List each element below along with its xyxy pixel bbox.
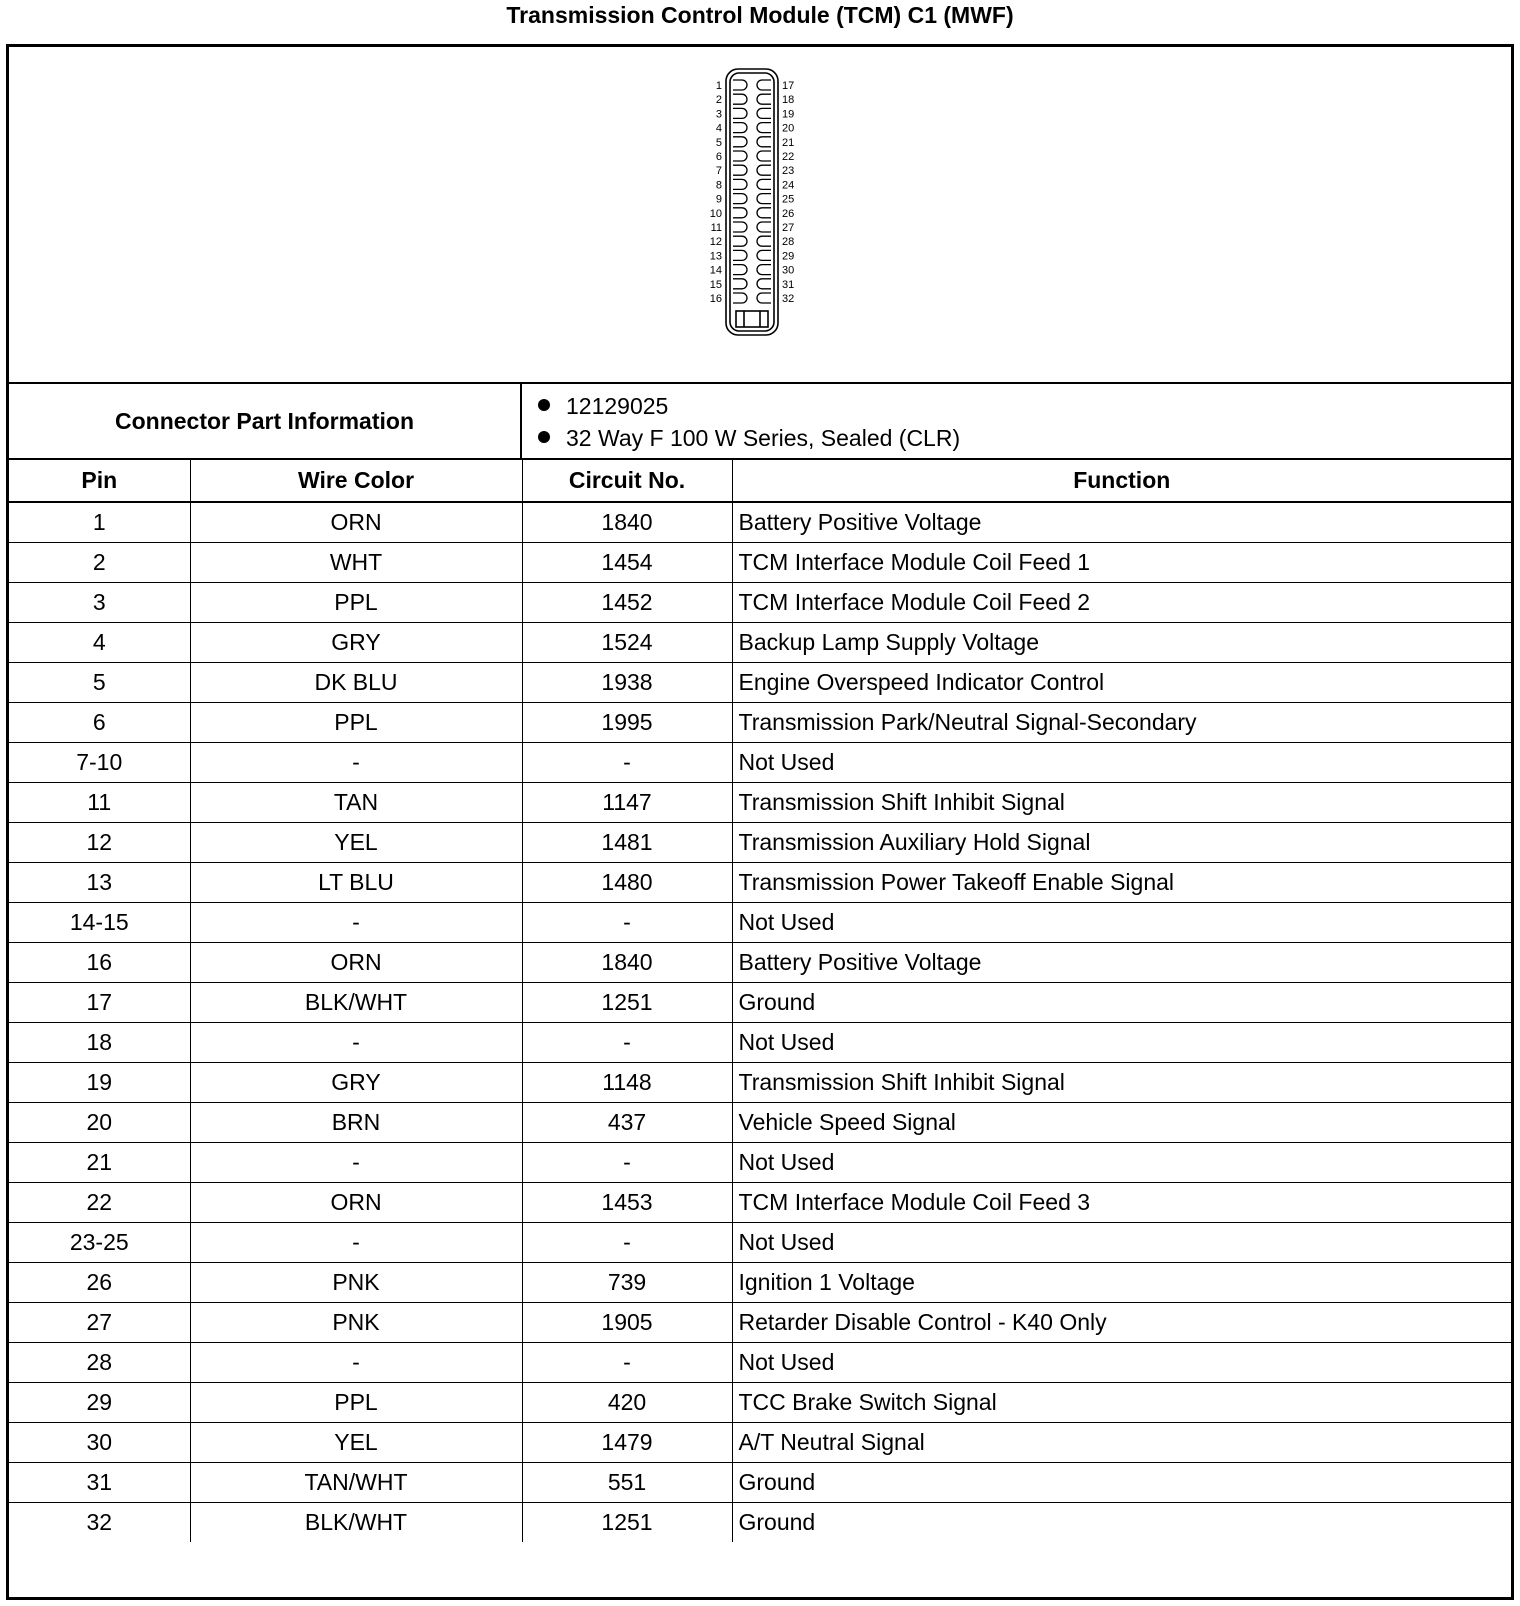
pin-cell: 17 [9,982,190,1022]
circuit-no-cell: 1905 [522,1302,732,1342]
connector-part-info-label: Connector Part Information [9,384,522,458]
function-cell: TCM Interface Module Coil Feed 2 [732,582,1511,622]
pin-cavity [757,94,771,104]
table-row [9,1502,1511,1542]
pin-label-left: 1 [715,80,722,92]
bullet-icon [538,431,550,443]
wire-color-cell: YEL [190,822,522,862]
wire-color-cell: BRN [190,1102,522,1142]
table-row [9,1342,1511,1382]
pin-cell: 21 [9,1142,190,1182]
function-cell: Not Used [732,1022,1511,1062]
circuit-no-cell: 1840 [522,502,732,542]
wire-color-cell: - [190,902,522,942]
pin-label-left: 11 [710,222,722,234]
wire-color-cell: - [190,1222,522,1262]
pin-label-right: 32 [782,293,795,305]
pin-label-right: 23 [782,165,795,178]
pin-cavity [733,137,747,147]
pin-cavity [757,293,771,303]
pin-cell: 23-25 [9,1222,190,1262]
page-title: Transmission Control Module (TCM) C1 (MWF) [506,2,1014,28]
pin-cavity [757,179,771,189]
pin-table-header [9,460,1511,502]
function-cell: Not Used [732,1142,1511,1182]
wire-color-cell: LT BLU [190,862,522,902]
function-cell: Ignition 1 Voltage [732,1262,1511,1302]
wire-color-cell: BLK/WHT [190,1502,522,1542]
pin-cell: 22 [9,1182,190,1222]
circuit-no-cell: 1147 [522,782,732,822]
pin-label-left: 15 [709,278,722,291]
pin-label-left: 13 [709,250,722,263]
pin-cavity [733,194,747,204]
pin-cell: 13 [9,862,190,902]
pin-cavity [733,265,747,275]
table-row [9,1102,1511,1142]
header-circuit-no: Circuit No. [522,460,732,502]
function-cell: TCM Interface Module Coil Feed 3 [732,1182,1511,1222]
pin-cell: 14-15 [9,902,190,942]
table-row [9,942,1511,982]
wire-color-cell: - [190,1022,522,1062]
circuit-no-cell: - [522,1142,732,1182]
table-row [9,582,1511,622]
pin-label-left: 8 [715,179,722,192]
pin-cavity [757,80,771,90]
pin-cavity [733,165,747,175]
connector-diagram-panel [9,47,1511,384]
function-cell: Transmission Power Takeoff Enable Signal [732,862,1511,902]
pin-label-left: 6 [715,151,722,163]
pin-cavity [733,94,747,104]
pin-cell: 27 [9,1302,190,1342]
pin-label-right: 22 [782,151,795,163]
table-row [9,1422,1511,1462]
circuit-no-cell: 1453 [522,1182,732,1222]
pin-cavity [757,279,771,289]
pin-label-left: 7 [715,165,722,178]
circuit-no-cell: - [522,742,732,782]
function-cell: Engine Overspeed Indicator Control [732,662,1511,702]
circuit-no-cell: 1452 [522,582,732,622]
pin-label-right: 29 [782,250,795,263]
wire-color-cell: - [190,1342,522,1382]
pin-label-right: 25 [782,193,795,206]
pin-cavity [733,293,747,303]
function-cell: TCC Brake Switch Signal [732,1382,1511,1422]
pin-label-left: 12 [709,236,722,249]
wire-color-cell: WHT [190,542,522,582]
pin-cell: 28 [9,1342,190,1382]
part-number-item [536,390,960,422]
pin-cavity [757,108,771,118]
header-function: Function [732,460,1511,502]
pin-cavity [733,236,747,246]
connector-sheet [6,44,1514,1600]
wire-color-cell: PPL [190,702,522,742]
pin-cavity [757,151,771,161]
table-row [9,822,1511,862]
connector-description: 32 Way F 100 W Series, Sealed (CLR) [566,425,961,451]
table-row [9,662,1511,702]
pin-label-left: 3 [715,108,722,121]
wire-color-cell: ORN [190,942,522,982]
pin-cavity [757,165,771,175]
pin-label-left: 5 [715,136,722,149]
circuit-no-cell: 1481 [522,822,732,862]
function-cell: Not Used [732,1342,1511,1382]
pin-label-left: 4 [715,122,722,135]
pin-table [9,460,1511,1542]
function-cell: Not Used [732,1222,1511,1262]
pin-cell: 32 [9,1502,190,1542]
pin-label-right: 21 [782,136,795,149]
pin-cell: 4 [9,622,190,662]
circuit-no-cell: 1251 [522,1502,732,1542]
pin-cavity [757,250,771,260]
pin-cell: 26 [9,1262,190,1302]
pin-cell: 1 [9,502,190,542]
part-number: 12129025 [566,393,669,419]
circuit-no-cell: 1480 [522,862,732,902]
circuit-no-cell: - [522,1022,732,1062]
function-cell: Vehicle Speed Signal [732,1102,1511,1142]
table-row [9,542,1511,582]
pin-label-right: 19 [782,108,795,121]
circuit-no-cell: 1995 [522,702,732,742]
wire-color-cell: ORN [190,502,522,542]
pin-cavity [733,179,747,189]
pin-cavity [757,236,771,246]
pin-cell: 20 [9,1102,190,1142]
wire-color-cell: - [190,1142,522,1182]
pin-cavity [757,194,771,204]
table-row [9,902,1511,942]
table-row [9,502,1511,542]
pin-cell: 2 [9,542,190,582]
wire-color-cell: DK BLU [190,662,522,702]
pin-label-right: 24 [782,179,795,192]
function-cell: Transmission Park/Neutral Signal-Secondary [732,702,1511,742]
connector-part-info [9,384,1511,460]
pin-cell: 6 [9,702,190,742]
wire-color-cell: - [190,742,522,782]
pin-cavity [733,80,747,90]
function-cell: Transmission Shift Inhibit Signal [732,782,1511,822]
table-row [9,862,1511,902]
pin-cell: 3 [9,582,190,622]
circuit-no-cell: - [522,1222,732,1262]
function-cell: TCM Interface Module Coil Feed 1 [732,542,1511,582]
wire-color-cell: ORN [190,1182,522,1222]
pin-label-right: 18 [782,94,795,107]
pin-cell: 30 [9,1422,190,1462]
pin-cavity [757,208,771,218]
table-row [9,702,1511,742]
connector-description-item [536,422,960,454]
circuit-no-cell: 437 [522,1102,732,1142]
pin-cell: 16 [9,942,190,982]
pin-label-right: 30 [782,264,795,277]
header-pin: Pin [9,460,190,502]
function-cell: Transmission Auxiliary Hold Signal [732,822,1511,862]
table-row [9,782,1511,822]
table-row [9,1262,1511,1302]
pin-cell: 7-10 [9,742,190,782]
circuit-no-cell: 1938 [522,662,732,702]
pin-label-right: 26 [782,207,795,220]
pin-cell: 11 [9,782,190,822]
pin-cavity [757,137,771,147]
pin-label-right: 20 [782,122,795,135]
pin-cell: 19 [9,1062,190,1102]
wire-color-cell: PNK [190,1262,522,1302]
function-cell: A/T Neutral Signal [732,1422,1511,1462]
pin-label-right: 27 [782,222,795,234]
table-row [9,1382,1511,1422]
circuit-no-cell: 1251 [522,982,732,1022]
function-cell: Not Used [732,742,1511,782]
wire-color-cell: BLK/WHT [190,982,522,1022]
pin-cavity [733,108,747,118]
function-cell: Transmission Shift Inhibit Signal [732,1062,1511,1102]
function-cell: Not Used [732,902,1511,942]
bullet-icon [538,399,550,411]
function-cell: Ground [732,1502,1511,1542]
table-row [9,1302,1511,1342]
pin-cavity [733,208,747,218]
connector-part-info-list [536,390,960,454]
table-row [9,1062,1511,1102]
function-cell: Backup Lamp Supply Voltage [732,622,1511,662]
circuit-no-cell: 739 [522,1262,732,1302]
function-cell: Battery Positive Voltage [732,502,1511,542]
pin-label-left: 16 [709,293,722,305]
table-row [9,1222,1511,1262]
wire-color-cell: PPL [190,1382,522,1422]
wire-color-cell: YEL [190,1422,522,1462]
wire-color-cell: PNK [190,1302,522,1342]
wire-color-cell: TAN [190,782,522,822]
pin-cell: 29 [9,1382,190,1422]
circuit-no-cell: 1524 [522,622,732,662]
function-cell: Battery Positive Voltage [732,942,1511,982]
pin-cavity [733,123,747,133]
pin-cell: 12 [9,822,190,862]
pin-cavity [733,222,747,232]
function-cell: Ground [732,1462,1511,1502]
table-row [9,1462,1511,1502]
table-row [9,1142,1511,1182]
pin-label-right: 28 [782,236,795,249]
pin-cell: 31 [9,1462,190,1502]
pin-label-left: 9 [715,193,722,206]
circuit-no-cell: - [522,1342,732,1382]
function-cell: Retarder Disable Control - K40 Only [732,1302,1511,1342]
table-row [9,622,1511,662]
circuit-no-cell: 1148 [522,1062,732,1102]
circuit-no-cell: 551 [522,1462,732,1502]
wire-color-cell: PPL [190,582,522,622]
function-cell: Ground [732,982,1511,1022]
circuit-no-cell: 420 [522,1382,732,1422]
circuit-no-cell: 1840 [522,942,732,982]
table-row [9,982,1511,1022]
pin-cavity [733,250,747,260]
wire-color-cell: GRY [190,1062,522,1102]
table-row [9,1022,1511,1062]
pin-label-right: 17 [782,80,795,92]
pin-label-left: 14 [709,264,722,277]
circuit-no-cell: 1454 [522,542,732,582]
pin-cavity [733,151,747,161]
pin-cell: 5 [9,662,190,702]
circuit-no-cell: - [522,902,732,942]
pin-label-right: 31 [782,278,795,291]
pin-cell: 18 [9,1022,190,1062]
pin-label-left: 2 [715,94,722,107]
pin-label-left: 10 [709,207,722,220]
table-row [9,742,1511,782]
pin-cavity [757,265,771,275]
connector-face-diagram [702,65,812,345]
pin-cavity [757,222,771,232]
wire-color-cell: TAN/WHT [190,1462,522,1502]
pin-cavity [733,279,747,289]
table-row [9,1182,1511,1222]
wire-color-cell: GRY [190,622,522,662]
header-wire-color: Wire Color [190,460,522,502]
circuit-no-cell: 1479 [522,1422,732,1462]
pin-cavity [757,123,771,133]
